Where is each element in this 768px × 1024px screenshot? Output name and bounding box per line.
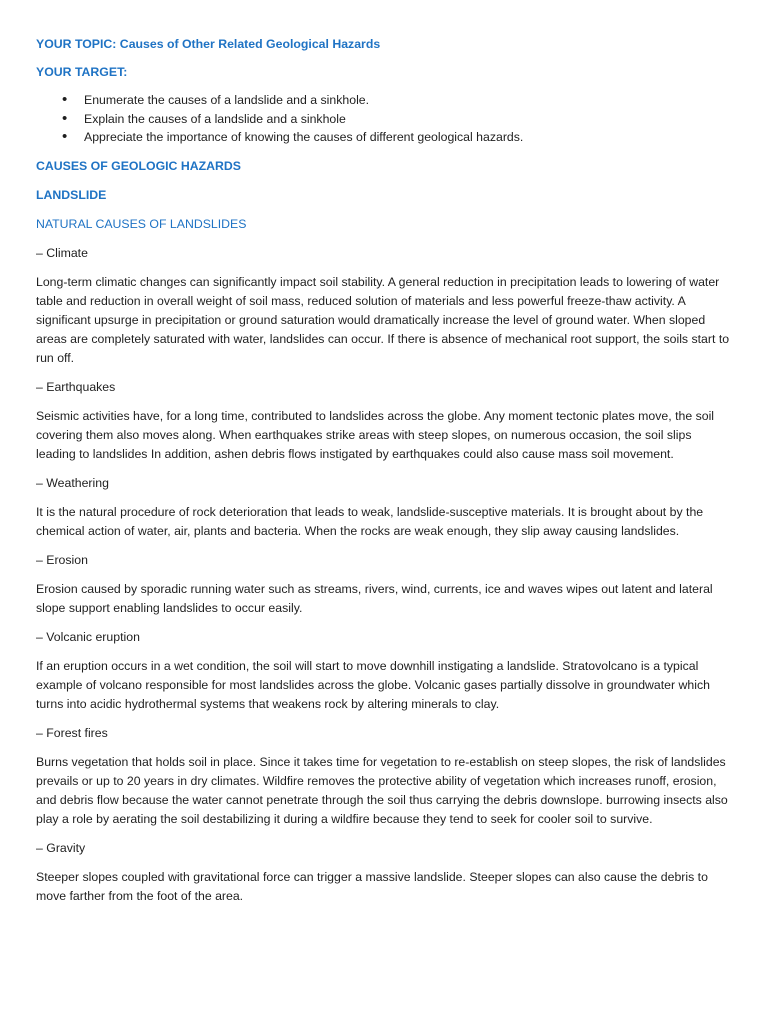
target-item: • Enumerate the causes of a landslide and a sinkhole. [84,91,732,110]
target-item: • Explain the causes of a landslide and a sinkhole [84,110,732,129]
cause-title: – Forest fires [36,725,108,740]
cause-weathering [36,474,732,541]
cause-title: – Weathering [36,475,109,490]
cause-paragraph: Erosion caused by sporadic running water such as streams, rivers, wind, currents, ice and waves wipes out latent and lateral slope support enabling landslides to occur easily. [36,581,713,615]
target-item: • Appreciate the importance of knowing the causes of different geological hazards. [84,128,732,147]
cause-paragraph: Long-term climatic changes can significantly impact soil stability. A general reduction in precipitation leads to lowering of water table and reduction in overall weight of soil mass, reduced solution of materials and less powerful freeze-thaw activity. A significant upsurge in precipitation or ground saturation would dramatically increase the level of ground water. When sloped areas are completely saturated with water, landslides can occur. If there is absence of mechanical root support, the soils start to run off. [36,274,730,365]
cause-title: – Volcanic eruption [36,629,140,644]
cause-title: – Gravity [36,840,86,855]
cause-title: – Erosion [36,552,88,567]
cause-erosion [36,551,732,618]
cause-climate [36,244,732,368]
cause-title: – Earthquakes [36,379,116,394]
section-heading: CAUSES OF GEOLOGIC HAZARDS [36,158,241,173]
natural-causes-heading: NATURAL CAUSES OF LANDSLIDES [36,216,247,231]
landslide-heading: LANDSLIDE [36,187,107,202]
cause-paragraph: Burns vegetation that holds soil in place. Since it takes time for vegetation to re-establish on steep slopes, the risk of landslides prevails or up to 20 years in dry climates. Wildfire removes the protective ability of vegetation which increases runoff, erosion, and debris flow because the water cannot penetrate through the soil thus carrying the debris downslope. burrowing insects also play a role by aerating the soil destabilizing it during a wildfire because they tend to seek for cooler soil to survive. [36,754,728,826]
target-list [36,91,732,147]
target-heading: YOUR TARGET: [36,65,128,79]
cause-paragraph: If an eruption occurs in a wet condition, the soil will start to move downhill instigating a landslide. Stratovolcano is a typical example of volcano responsible for most landslides across the globe. Volcanic gases partially dissolve in groundwater which turns into acidic hydrothermal systems that weakens rock by altering minerals to clay. [36,658,710,711]
topic-heading: YOUR TOPIC: Causes of Other Related Geological Hazards [36,37,381,51]
cause-paragraph: It is the natural procedure of rock deterioration that leads to weak, landslide-susceptive materials. It is brought about by the chemical action of water, air, plants and bacteria. When the rocks are weak enough, they slip away causing landslides. [36,504,704,538]
cause-paragraph: Steeper slopes coupled with gravitational force can trigger a massive landslide. Steeper slopes can also cause the debris to move farther from the foot of the area. [36,869,708,903]
cause-forest-fires [36,724,732,829]
cause-volcanic-eruption [36,628,732,714]
cause-gravity [36,839,732,906]
cause-title: – Climate [36,245,88,260]
cause-paragraph: Seismic activities have, for a long time, contributed to landslides across the globe. Any moment tectonic plates move, the soil covering them also moves along. When earthquakes strike areas with steep slopes, on numerous occasion, the soil slips leading to landslides In addition, ashen debris flows instigated by earthquakes could also cause mass soil movement. [36,408,715,461]
cause-earthquakes [36,378,732,464]
